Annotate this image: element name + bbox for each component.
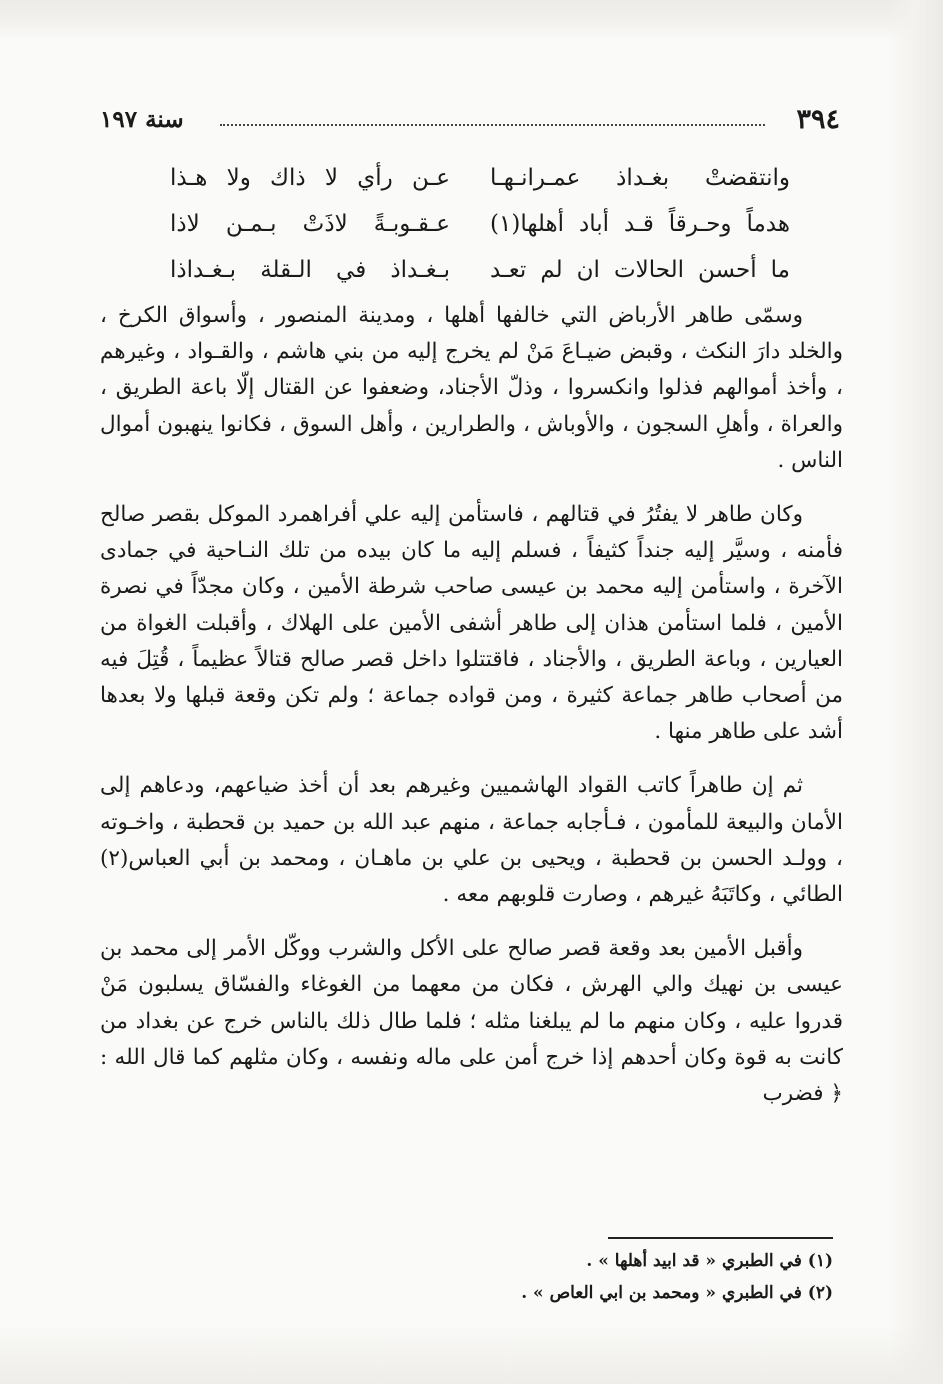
page-number: ٣٩٤ <box>796 104 840 135</box>
verse-first-hemistich: ما أحسن الحالات ان لم تعـد <box>490 257 790 283</box>
scan-shadow-top <box>0 0 943 40</box>
scan-shadow-right <box>888 0 943 1384</box>
paragraph: وكان طاهر لا يفتُرُ في قتالهم ، فاستأمن إليه علي أفراهمرد الموكل بقصر صالح فأمنه ، وسيَّر إليه جنداً كثيفاً ، فسلم إليه ما كان بيده من تلك النـاحية في جمادى الآخرة ، واستأمن إليه محمد بن عيسى صاحب شرطة الأمين ، وكان مجدّاً في نصرة الأمين ، فلما استأمن هذان إلى طاهر أشفى الأمين على الهلاك ، وأقبلت الغواة من العيارين ، وباعة الطريق ، والأجناد ، فاقتتلوا داخل قصر صالح قتالاً عظيماً ، قُتِلَ فيه من أصحاب طاهر جماعة كثيرة ، ومن قواده جماعة ؛ ولم تكن وقعة قبلها ولا بعدها أشد على طاهر منها . <box>100 502 843 745</box>
footnote: (٢) في الطبري « ومحمد بن ابي العاص » . <box>521 1283 833 1303</box>
verse-line <box>170 247 790 293</box>
verse-line <box>170 201 790 247</box>
footnote-separator <box>608 1237 833 1239</box>
header-dotted-rule <box>220 124 765 126</box>
verse-second-hemistich: بـغـداذ في الـقلة بـغـداذا <box>170 257 450 283</box>
footnotes <box>233 1245 833 1309</box>
year-label: سنة ١٩٧ <box>100 106 184 133</box>
paragraph: وأقبل الأمين بعد وقعة قصر صالح على الأكل والشرب ووكّل الأمر إلى محمد بن عيسى بن نهيك والي الهرش ، فكان من معهما من الغوغاء والفسّاق يسلبون مَنْ قدروا عليه ، وكان منهم ما لم يبلغنا مثله ؛ فلما طال ذلك بالناس خرج عن بغداد من كانت به قوة وكان أحدهم إذا خرج أمن على ماله ونفسه ، وكان مثلهم كما قال الله : ﴿ فضرب <box>100 936 843 1107</box>
paragraph: ثم إن طاهراً كاتب القواد الهاشميين وغيرهم بعد أن أخذ ضياعهم، ودعاهم إلى الأمان والبيعة للمأمون ، فـأجابه جماعة ، منهم عبد الله بن حميد بن قحطبة ، واخـوته ، وولـد الحسن بن قحطبة ، ويحيى بن علي بن ماهـان ، ومحمد بن أبي العباس(٢) الطائي ، وكاتَبَهُ غيرهم ، وصارت قلوبهم معه . <box>100 773 843 908</box>
verse-second-hemistich: عـن رأي لا ذاك ولا هـذا <box>170 165 450 191</box>
verse-second-hemistich: عـقـوبـةً لاذَتْ بـمـن لاذا <box>170 211 450 237</box>
paragraph: وسمّى طاهر الأرباض التي خالفها أهلها ، ومدينة المنصور ، وأسواق الكرخ ، والخلد دارَ النكث ، وقبض ضيـاعَ مَنْ لم يخرج إليه من بني هاشم ، والقـواد ، وغيرهم ، وأخذ أموالهم فذلوا وانكسروا ، وذلّ الأجناد، وضعفوا عن القتال إلّا باعة الطريق ، والعراة ، وأهلِ السجون ، والأوباش ، والطرارين ، وأهل السوق ، فكانوا ينهبون أموال الناس . <box>100 303 843 473</box>
verse-first-hemistich: وانتقضتْ بغـداذ عمـرانـهـا <box>490 165 790 191</box>
footnote: (١) في الطبري « قد ابيد أهلها » . <box>586 1251 833 1271</box>
verse-line <box>170 155 790 201</box>
scan-shadow-bottom <box>0 1324 943 1384</box>
poetry-block <box>170 155 790 293</box>
running-header <box>100 100 840 140</box>
verse-first-hemistich: هدماً وحـرقاً قـد أباد أهلها(١) <box>490 211 790 237</box>
body-text <box>100 298 843 1112</box>
